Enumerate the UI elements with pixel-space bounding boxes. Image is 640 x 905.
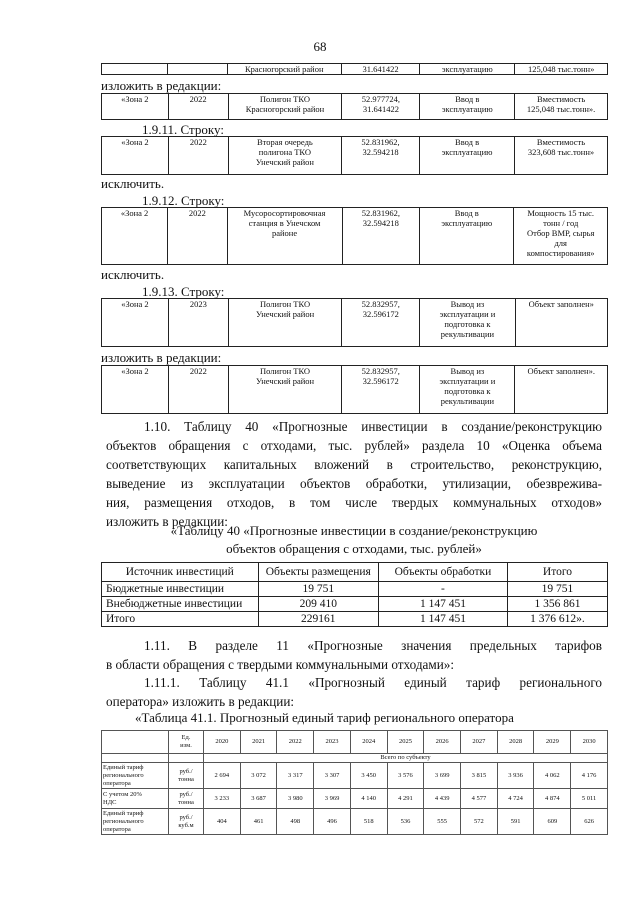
table-cell: 3 699 [424, 763, 461, 789]
table-cell: 496 [314, 809, 351, 835]
row-label: Единый тариф регионального оператора [102, 763, 169, 789]
cell: «Зона 2 [102, 137, 169, 175]
table-row [102, 612, 608, 627]
cell: 2022 [168, 366, 228, 414]
table-header-year: 2024 [350, 731, 387, 754]
table-cell: 3 317 [277, 763, 314, 789]
cell: «Зона 2 [102, 94, 169, 120]
table-cell: 2 694 [204, 763, 241, 789]
cell: Ввод в эксплуатацию [420, 94, 515, 120]
cell: «Зона 2 [102, 208, 168, 265]
table-header: Источник инвестиций [102, 563, 259, 582]
cell: «Зона 2 [102, 299, 169, 347]
table-cell: - [378, 582, 507, 597]
s2-heading: 1.9.11. Строку: [142, 122, 224, 137]
table-header-year: 2029 [534, 731, 571, 754]
cell: Вывод из эксплуатации и подготовка к рекультивации [420, 299, 515, 347]
cell: 2023 [168, 299, 228, 347]
cell: «Зона 2 [102, 366, 169, 414]
cell: 125,048 тыс.тонн» [515, 64, 608, 75]
cell: Полигон ТКО Унечский район [228, 366, 341, 414]
cell: 52.977724, 31.641422 [342, 94, 420, 120]
s4-after: изложить в редакции: [101, 350, 222, 365]
cell [102, 64, 168, 75]
table41-title: «Таблица 41.1. Прогнозный единый тариф регионального оператора [135, 710, 514, 725]
table-header: Объекты обработки [378, 563, 507, 582]
table-cell: 3 969 [314, 789, 351, 809]
table-cell: 536 [387, 809, 424, 835]
cell: 31.641422 [341, 64, 419, 75]
table-cell: 4 176 [571, 763, 608, 789]
row-table-1 [101, 93, 608, 120]
table-cell: Бюджетные инвестиции [102, 582, 259, 597]
cell: Ввод в эксплуатацию [420, 208, 514, 265]
table-cell: Итого [102, 612, 259, 627]
cell: Полигон ТКО Красногорский район [228, 94, 342, 120]
row-label: Единый тариф регионального оператора [102, 809, 169, 835]
table-cell: 19 751 [258, 582, 378, 597]
table-cell: 19 751 [507, 582, 607, 597]
table-40 [101, 562, 608, 627]
table-cell: 609 [534, 809, 571, 835]
table-cell: 3 576 [387, 763, 424, 789]
table-header: Итого [507, 563, 607, 582]
table-cell: 1 147 451 [378, 597, 507, 612]
table40-title-line1: «Таблицу 40 «Прогнозные инвестиции в создание/реконструкцию [170, 523, 538, 538]
table-header-year: 2028 [497, 731, 534, 754]
row-table-4 [101, 298, 608, 347]
cell: Ввод в эксплуатацию [420, 137, 515, 175]
cell: Красногорский район [227, 64, 341, 75]
table-header: Объекты размещения [258, 563, 378, 582]
table-cell: 3 307 [314, 763, 351, 789]
table-cell: 229161 [258, 612, 378, 627]
cell: Мусоросортировочная станция в Унечском районе [227, 208, 342, 265]
table-row [102, 582, 608, 597]
table-header-unit: Ед. изм. [169, 731, 204, 754]
table-cell: 3 450 [350, 763, 387, 789]
cell: 2022 [168, 137, 228, 175]
table-cell [102, 754, 169, 763]
table-cell: 3 815 [461, 763, 498, 789]
table-header-year: 2021 [240, 731, 277, 754]
table-header [102, 731, 169, 754]
table-header-year: 2022 [277, 731, 314, 754]
row-label: С учетом 20% НДС [102, 789, 169, 809]
row-table-2 [101, 136, 608, 175]
table-cell: 404 [204, 809, 241, 835]
table-cell: 498 [277, 809, 314, 835]
table-header-year: 2020 [204, 731, 241, 754]
table-cell: 555 [424, 809, 461, 835]
cell: Вывод из эксплуатации и подготовка к рекультивации [420, 366, 515, 414]
table-cell: 4 577 [461, 789, 498, 809]
row-unit: руб./ тонна [169, 789, 204, 809]
table-cell: 4 874 [534, 789, 571, 809]
row-table-3 [101, 207, 608, 265]
cell: Объект заполнен» [515, 299, 608, 347]
s2-after: исключить. [101, 176, 165, 191]
cell: 2022 [168, 208, 227, 265]
table-header-year: 2023 [314, 731, 351, 754]
table-cell: 3 233 [204, 789, 241, 809]
s1-label: изложить в редакции: [101, 78, 222, 93]
cell: Вместимость 323,608 тыс.тонн» [515, 137, 608, 175]
table-cell: 5 011 [571, 789, 608, 809]
table-cell: 461 [240, 809, 277, 835]
cell: 52.832957, 32.596172 [342, 299, 420, 347]
cell: Полигон ТКО Унечский район [228, 299, 341, 347]
page-number: 68 [313, 39, 327, 54]
cell: 52.831962, 32.594218 [341, 137, 419, 175]
table-cell: Внебюджетные инвестиции [102, 597, 259, 612]
table-cell: 3 936 [497, 763, 534, 789]
table-cell: 4 062 [534, 763, 571, 789]
table-cell: 1 376 612». [507, 612, 607, 627]
row-table-5 [101, 365, 608, 414]
table-row [102, 809, 608, 835]
cell: Вместимость 125,048 тыс.тонн». [515, 94, 608, 120]
table-cell: 209 410 [258, 597, 378, 612]
cell: эксплуатацию [420, 64, 515, 75]
table-header-year: 2027 [461, 731, 498, 754]
table-header-year: 2025 [387, 731, 424, 754]
table-cell [169, 754, 204, 763]
table-header-year: 2030 [571, 731, 608, 754]
s4-heading: 1.9.13. Строку: [142, 284, 225, 299]
row-unit: руб./ куб.м [169, 809, 204, 835]
table-cell: 626 [571, 809, 608, 835]
paragraph-1-11-1: 1.11.1. Таблицу 41.1 «Прогнозный единый тариф регионального оператора» изложить в редакции: [106, 675, 602, 709]
table-cell: 3 072 [240, 763, 277, 789]
cell: Мощность 15 тыс. тонн / год Отбор ВМР, сырья для компостирования» [514, 208, 608, 265]
paragraph-1-11: 1.11. В разделе 11 «Прогнозные значения предельных тарифов в области обращения с твердыми коммунальными отходами»: [106, 638, 602, 672]
table-row [102, 789, 608, 809]
table-cell: 1 147 451 [378, 612, 507, 627]
table-cell: 591 [497, 809, 534, 835]
paragraph-1-10: 1.10. Таблицу 40 «Прогнозные инвестиции в создание/реконструкцию объектов обращения с отходами, тыс. рублей» раздела 10 «Оценка объема соответствующих капитальных вложений в строительство, реконструкцию, выведение из эксплуатации объектов обработки, утилизации, обезврежива- ния, размещения отходов, в том числе твердых коммунальных отходов» изложить в редакции: [106, 419, 602, 529]
table-cell: 4 140 [350, 789, 387, 809]
s3-after: исключить. [101, 267, 165, 282]
table-subheader: Всего по субъекту [204, 754, 608, 763]
table-cell: 4 291 [387, 789, 424, 809]
table-cell: 518 [350, 809, 387, 835]
table-row [102, 763, 608, 789]
table-cell: 1 356 861 [507, 597, 607, 612]
cell: 52.831962, 32.594218 [342, 208, 420, 265]
cell [168, 64, 227, 75]
table-cell: 4 439 [424, 789, 461, 809]
top-row-table [101, 63, 608, 75]
cell: 52.832957, 32.596172 [342, 366, 420, 414]
row-unit: руб./ тонна [169, 763, 204, 789]
table-row [102, 597, 608, 612]
table-cell: 3 687 [240, 789, 277, 809]
table-41-1 [101, 730, 608, 835]
s3-heading: 1.9.12. Строку: [142, 193, 225, 208]
table-header-year: 2026 [424, 731, 461, 754]
cell: Объект заполнен». [515, 366, 608, 414]
cell: Вторая очередь полигона ТКО Унечский район [228, 137, 341, 175]
table-cell: 572 [461, 809, 498, 835]
table-cell: 3 980 [277, 789, 314, 809]
cell: 2022 [168, 94, 228, 120]
table-cell: 4 724 [497, 789, 534, 809]
table40-title-line2: объектов обращения с отходами, тыс. рублей» [226, 541, 482, 556]
